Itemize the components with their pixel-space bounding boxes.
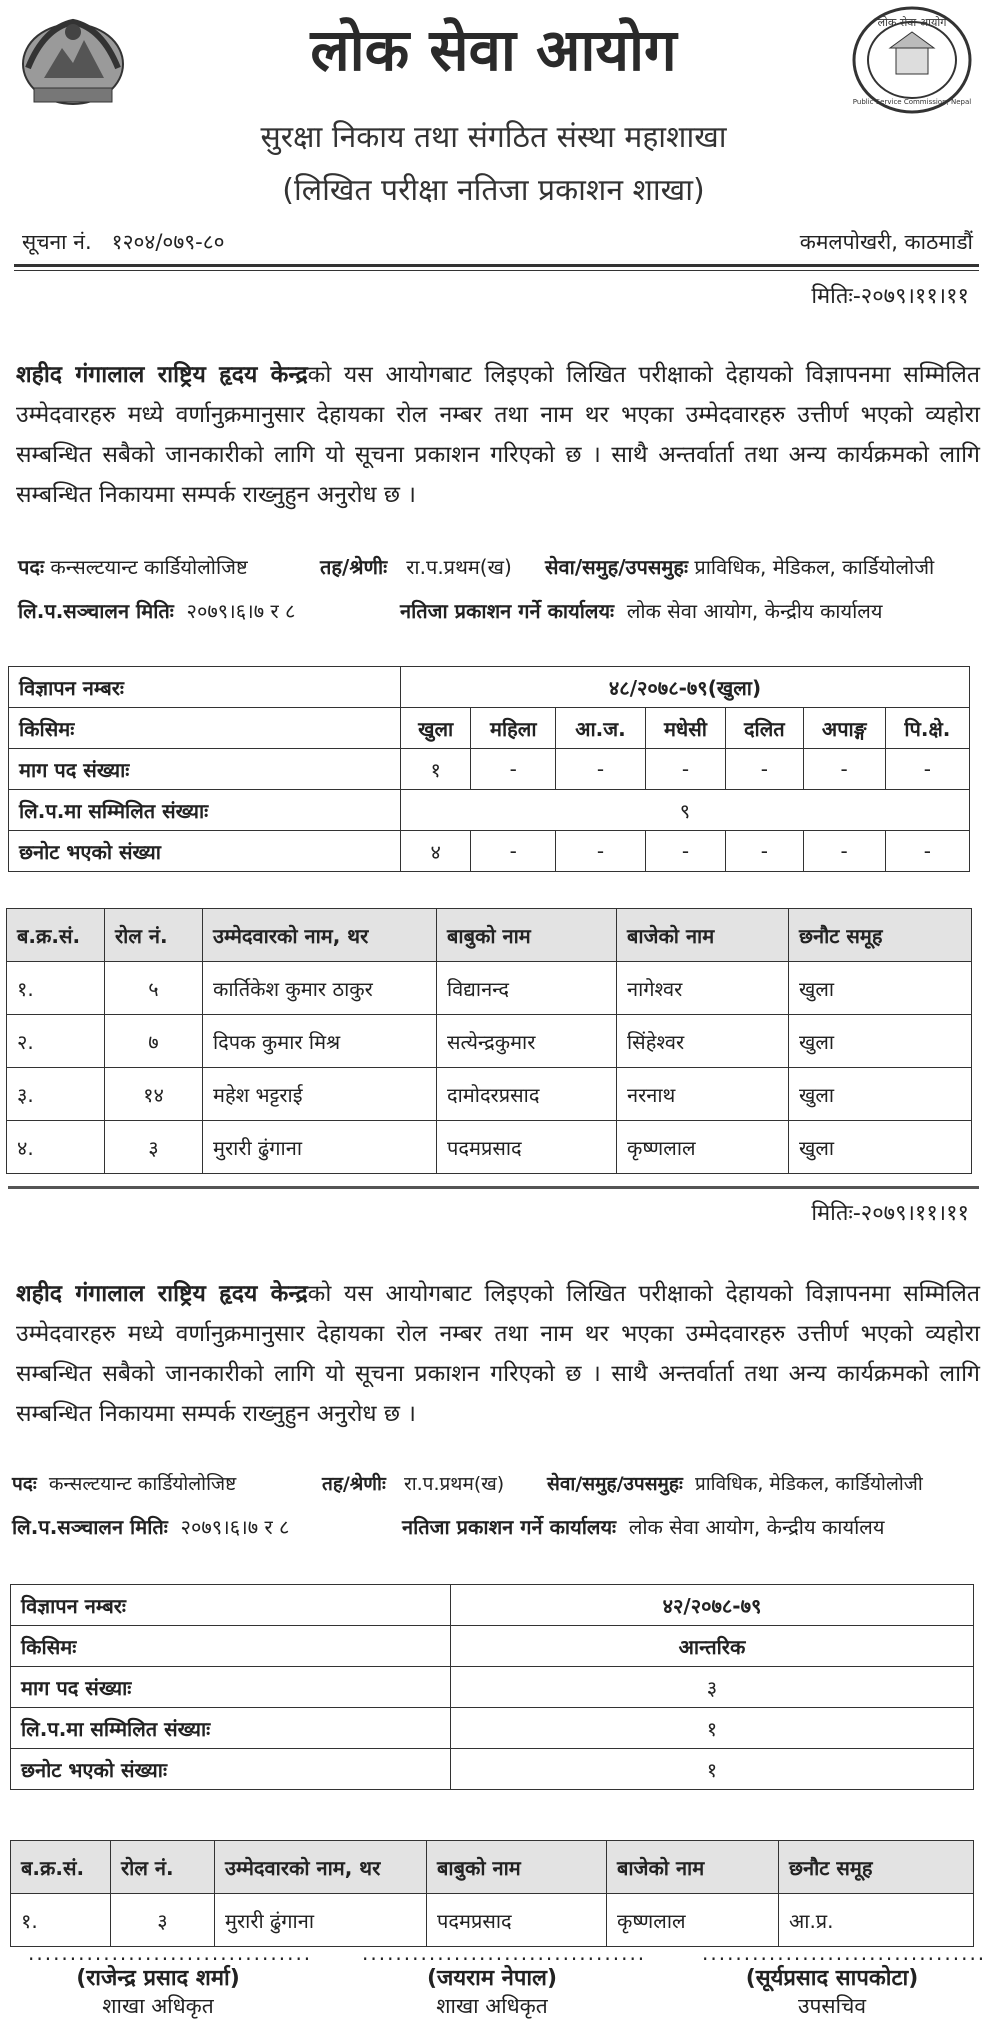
group: खुला <box>789 1121 972 1174</box>
type-value: आन्तरिक <box>451 1626 974 1667</box>
signatory-name: (जयराम नेपाल) <box>426 1966 558 1991</box>
signatory-designation: शाखा अधिकृत <box>436 1994 548 2018</box>
table-row <box>7 1121 972 1174</box>
grandfather-name: कृष्णलाल <box>617 1121 789 1174</box>
roll-no: ३ <box>105 1121 203 1174</box>
branch-name: (लिखित परीक्षा नतिजा प्रकाशन शाखा) <box>282 173 705 208</box>
page-title: लोक सेवा आयोग <box>310 16 677 84</box>
notice-number: सूचना नं. १२०४/०७९-८० <box>22 230 225 254</box>
signatory-name: (सूर्यप्रसाद सापकोटा) <box>745 1966 919 1991</box>
grandfather-name: कृष्णलाल <box>607 1894 779 1947</box>
candidate-name: महेश भट्टराई <box>203 1068 437 1121</box>
col-header: रोल नं. <box>105 909 203 962</box>
col-header: बाबुको नाम <box>437 909 617 962</box>
serial: २. <box>7 1015 105 1068</box>
group: खुला <box>789 962 972 1015</box>
candidate-name: मुरारी ढुंगाना <box>215 1894 427 1947</box>
selected-value: १ <box>451 1749 974 1790</box>
service-info: सेवा/समुह/उपसमुहः प्राविधिक, मेडिकल, कार्डियोलोजी <box>547 1473 923 1495</box>
roll-no: ५ <box>105 962 203 1015</box>
level-info: तह/श्रेणीः रा.प.प्रथम(ख) <box>322 1473 505 1495</box>
demand-value: - <box>885 749 969 790</box>
type-label: किसिमः <box>11 1626 451 1667</box>
office-info: नतिजा प्रकाशन गर्ने कार्यालयः लोक सेवा आयोग, केन्द्रीय कार्यालय <box>402 1515 885 1539</box>
included-label: लि.प.मा सम्मिलित संख्याः <box>9 790 401 831</box>
post-info: पदः कन्सल्टयान्ट कार्डियोलोजिष्ट <box>18 555 248 579</box>
office-info: नतिजा प्रकाशन गर्ने कार्यालयः लोक सेवा आयोग, केन्द्रीय कार्यालय <box>400 599 883 623</box>
col-header: बाबुको नाम <box>427 1841 607 1894</box>
date: मितिः-२०७९।११।११ <box>811 1201 969 1226</box>
candidate-name: मुरारी ढुंगाना <box>203 1121 437 1174</box>
serial: १. <box>11 1894 111 1947</box>
post-info: पदः कन्सल्टयान्ट कार्डियोलोजिष्ट <box>12 1473 237 1495</box>
included-value: १ <box>451 1708 974 1749</box>
roll-no: ३ <box>111 1894 215 1947</box>
exam-date-info: लि.प.सञ्चालन मितिः २०७९।६।७ र ८ <box>12 1515 290 1539</box>
signatory-designation: उपसचिव <box>797 1994 867 2018</box>
table-row <box>7 1068 972 1121</box>
advertisement-table <box>8 666 970 872</box>
type-label: किसिमः <box>9 708 401 749</box>
col-header: रोल नं. <box>111 1841 215 1894</box>
serial: १. <box>7 962 105 1015</box>
col-header: ब.क्र.सं. <box>7 909 105 962</box>
selected-value: - <box>645 831 725 872</box>
type-header: महिला <box>471 708 556 749</box>
group: खुला <box>789 1015 972 1068</box>
signatory-name: (राजेन्द्र प्रसाद शर्मा) <box>76 1966 240 1991</box>
notice-paragraph: शहीद गंगालाल राष्ट्रिय हृदय केन्द्रको यस आयोगबाट लिइएको लिखित परीक्षाको देहायको विज्ञापनमा सम्मिलित उम्मेदवारहरु मध्ये वर्णानुक्रमानुसार देहायका रोल नम्बर तथा नाम थर भएका उम्मेदवारहरु उत्तीर्ण भएको व्यहोरा सम्बन्धित सबैको जानकारीको लागि यो सूचना प्रकाशन गरिएको छ । साथै अन्तर्वार्ता तथा अन्य कार्यक्रमको लागि सम्बन्धित निकायमा सम्पर्क राख्नुहुन अनुरोध छ । <box>16 362 980 508</box>
col-header: छनौट समूह <box>779 1841 974 1894</box>
demand-value: - <box>556 749 646 790</box>
group: आ.प्र. <box>779 1894 974 1947</box>
demand-value: - <box>803 749 885 790</box>
roll-no: १४ <box>105 1068 203 1121</box>
father-name: पदमप्रसाद <box>427 1894 607 1947</box>
demand-value: - <box>471 749 556 790</box>
father-name: पदमप्रसाद <box>437 1121 617 1174</box>
type-header: आ.ज. <box>556 708 646 749</box>
included-label: लि.प.मा सम्मिलित संख्याः <box>11 1708 451 1749</box>
demand-label: माग पद संख्याः <box>11 1667 451 1708</box>
selected-value: - <box>885 831 969 872</box>
type-header: पि.क्षे. <box>885 708 969 749</box>
type-header: खुला <box>401 708 471 749</box>
exam-date-info: लि.प.सञ्चालन मितिः २०७९।६।७ र ८ <box>18 599 296 623</box>
father-name: सत्येन्द्रकुमार <box>437 1015 617 1068</box>
signatory-designation: शाखा अधिकृत <box>102 1994 214 2018</box>
demand-label: माग पद संख्याः <box>9 749 401 790</box>
group: खुला <box>789 1068 972 1121</box>
table-row <box>11 1894 974 1947</box>
ad-no-label: विज्ञापन नम्बरः <box>11 1585 451 1626</box>
type-header: मधेसी <box>645 708 725 749</box>
signature-block: .................................. (राजेन्द्र प्रसाद शर्मा) शाखा अधिकृत <box>28 1941 313 2018</box>
included-value: ९ <box>401 790 970 831</box>
father-name: विद्यानन्द <box>437 962 617 1015</box>
demand-value: १ <box>401 749 471 790</box>
ad-no: ४८/२०७८-७९(खुला) <box>401 667 970 708</box>
selected-value: ४ <box>401 831 471 872</box>
signature-block: .................................. (सूर्यप्रसाद सापकोटा) उपसचिव <box>702 1941 987 2018</box>
col-header: बाजेको नाम <box>607 1841 779 1894</box>
col-header: उम्मेदवारको नाम, थर <box>215 1841 427 1894</box>
selected-value: - <box>556 831 646 872</box>
ad-no: ४२/२०७८-७९ <box>451 1585 974 1626</box>
service-info: सेवा/समुह/उपसमुहः प्राविधिक, मेडिकल, कार्डियोलोजी <box>545 555 935 579</box>
results-table <box>10 1840 974 1947</box>
col-header: छनौट समूह <box>789 909 972 962</box>
candidate-name: कार्तिकेश कुमार ठाकुर <box>203 962 437 1015</box>
type-header: अपाङ्ग <box>803 708 885 749</box>
grandfather-name: नरनाथ <box>617 1068 789 1121</box>
seal-text-en: Public Service Commission, Nepal <box>852 98 972 106</box>
grandfather-name: नागेश्वर <box>617 962 789 1015</box>
demand-value: ३ <box>451 1667 974 1708</box>
selected-label: छनोट भएको संख्या <box>9 831 401 872</box>
ad-no-label: विज्ञापन नम्बरः <box>9 667 401 708</box>
notice-paragraph: शहीद गंगालाल राष्ट्रिय हृदय केन्द्रको यस आयोगबाट लिइएको लिखित परीक्षाको देहायको विज्ञापनमा सम्मिलित उम्मेदवारहरु मध्ये वर्णानुक्रमानुसार देहायका रोल नम्बर तथा नाम थर भएका उम्मेदवारहरु उत्तीर्ण भएको व्यहोरा सम्बन्धित सबैको जानकारीको लागि यो सूचना प्रकाशन गरिएको छ । साथै अन्तर्वार्ता तथा अन्य कार्यक्रमको लागि सम्बन्धित निकायमा सम्पर्क राख्नुहुन अनुरोध छ । <box>16 1281 980 1427</box>
divider <box>14 270 979 271</box>
division-name: सुरक्षा निकाय तथा संगठित संस्था महाशाखा <box>260 120 727 155</box>
table-row <box>7 962 972 1015</box>
selected-value: - <box>471 831 556 872</box>
father-name: दामोदरप्रसाद <box>437 1068 617 1121</box>
demand-value: - <box>645 749 725 790</box>
col-header: उम्मेदवारको नाम, थर <box>203 909 437 962</box>
seal-text: लोक सेवा आयोग <box>877 16 947 29</box>
candidate-name: दिपक कुमार मिश्र <box>203 1015 437 1068</box>
demand-value: - <box>726 749 804 790</box>
col-header: ब.क्र.सं. <box>11 1841 111 1894</box>
location: कमलपोखरी, काठमाडौं <box>799 230 973 254</box>
advertisement-table <box>10 1584 974 1790</box>
col-header: बाजेको नाम <box>617 909 789 962</box>
level-info: तह/श्रेणीः रा.प.प्रथम(ख) <box>320 555 512 579</box>
selected-label: छनोट भएको संख्याः <box>11 1749 451 1790</box>
section-divider <box>8 1186 979 1189</box>
signature-block: .................................. (जयराम नेपाल) शाखा अधिकृत <box>362 1941 647 2018</box>
serial: ४. <box>7 1121 105 1174</box>
results-table <box>6 908 972 1174</box>
type-header: दलित <box>726 708 804 749</box>
serial: ३. <box>7 1068 105 1121</box>
selected-value: - <box>803 831 885 872</box>
roll-no: ७ <box>105 1015 203 1068</box>
date: मितिः-२०७९।११।११ <box>811 284 969 309</box>
grandfather-name: सिंहेश्वर <box>617 1015 789 1068</box>
psc-seal-icon <box>850 4 974 116</box>
divider <box>14 264 979 267</box>
table-row <box>7 1015 972 1068</box>
selected-value: - <box>726 831 804 872</box>
